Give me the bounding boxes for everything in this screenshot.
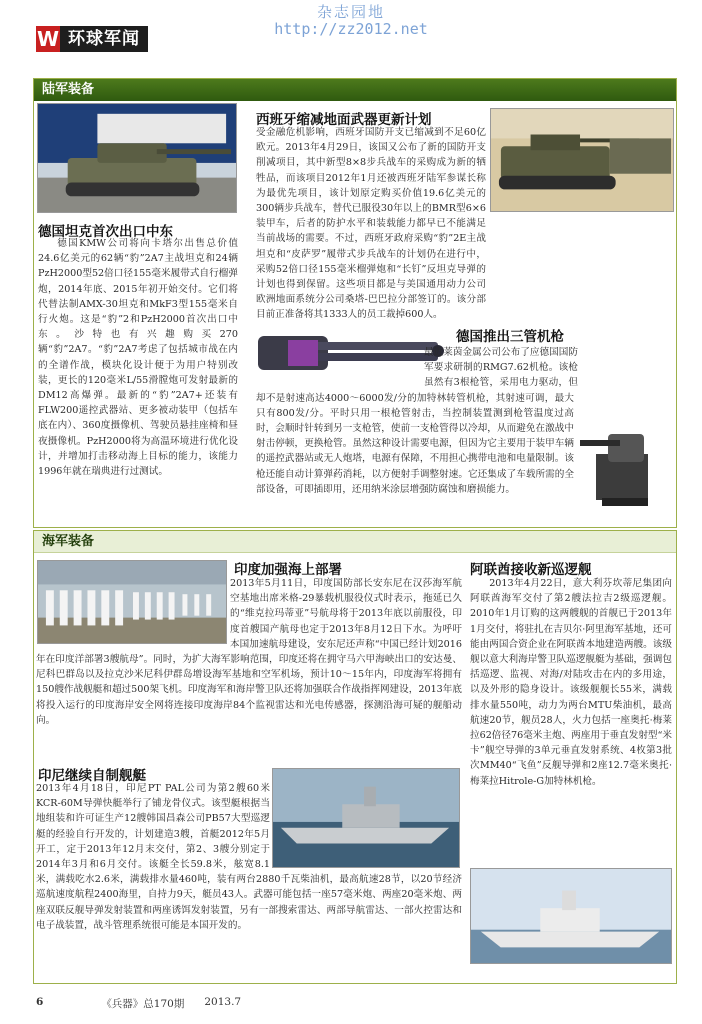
section-navy-heading: 海军装备 <box>34 531 676 553</box>
article-body-spain-continued <box>256 212 674 317</box>
float-spacer-gatling-left <box>256 345 424 385</box>
float-spacer-gatling-top <box>578 345 674 395</box>
article-title-gatling: 德国推出三管机枪 <box>456 329 564 345</box>
publication-date: 2013.7 <box>204 996 242 1008</box>
photo-leopard-tank <box>37 103 237 213</box>
photo-spanish-vehicles <box>490 108 674 212</box>
masthead <box>36 26 148 52</box>
page-footer <box>36 996 241 1011</box>
article-body-uae: 2013年4月22日，意大利芬坎蒂尼集团向阿联酋海军交付了第2艘法拉吉2级巡逻舰。2010年1月订购的这两艘舰的首舰已于2013年1月交付，将驻扎在吉贝尔·阿里海军基地，还可能由两国合资企业在阿联酋本地建造两艘。该级舰以意大利海岸警卫队巡逻舰艇为基础，强调包括巡逻、监视、对海/对陆攻击在内的多用途，以及外形的隐身设计。该级舰舰长55米，满载排水量550吨，动力为两台MTU柴油机，最高航速20节，舰员28人，火力包括一座奥托·梅莱拉62倍径76毫米主炮、两座用于垂直发射型“米卡”舰空导弹的3单元垂直发射系统、4枚第3批次MM40“飞鱼”反舰导弹和2座12.7毫米奥托·梅莱拉Hitrole-G加特林机枪。 <box>470 578 673 787</box>
article-body-indonesia: 2013年4月18日，印尼PT PAL公司为第2艘60米KCR-60M导弹快艇举行了铺龙骨仪式。该型艇根据当地组装和许可证生产12艘韩国昌森公司PB57大型巡逻艇的经验自行开发的，计划建造3艘，首艇2012年5月开工，定于2013年12月末交付，第2、3艘分别定于2014年3月和6月交付。该艇全长59.8米，舷宽8.1米，满载吃水2.6米，满载排水量460吨，装有两台2880千瓦柴油机，最高航速28节，以20节经济巡航速度航程2400海里，自持力9天，艇员43人。武器可能包括一座57毫米炮、两座20毫米炮、两座双联反舰导弹发射装置和两座诱饵发射装置，另有一部搜索雷达、两部导航雷达、一部火控雷达和电子战装置，战斗管理系统很可能是本国开发的。 <box>36 783 462 931</box>
article-title-german-tank: 德国坦克首次出口中东 <box>38 224 173 240</box>
watermark-url: http://zz2012.net <box>274 19 428 38</box>
publication-issue: 《兵器》总170期 <box>101 998 185 1010</box>
article-body-spain-top <box>256 125 486 321</box>
masthead-title: 环球军闻 <box>60 26 148 52</box>
photo-weapon-station <box>576 414 674 510</box>
article-title-india: 印度加强海上部署 <box>234 562 342 578</box>
article-body-spain: 受金融危机影响，西班牙国防开支已缩减到不足60亿欧元。2013年4月29日，该国又公布了新的国防开支削减项目，其中新型8×8步兵战车的采购成为新的牺牲品，而该项目2012年1月还被西班牙陆军参谋长称为最优先项目，该计划原定购买价值19.6亿美元的300辆步兵战车，替代已服役30年以上的BMR型6×6装甲车，后者的防护水平和装载能力都早已不能满足当前战场的需要。不过，西班牙政府采购“豹”2E主战坦克和“皮萨罗”履带式步兵战车的计划仍在进行中，采购52倍口径155毫米榴弹炮和“长钉”反坦克导弹的计划也得到保留。这些项目都是与美国通用动力公司欧洲地面系统分公司桑塔-巴巴拉分部签订的。该分部目前正准备将其1333人的员工裁掉600人。 <box>256 127 486 321</box>
section-army-heading: 陆军装备 <box>34 79 676 101</box>
article-body-india: 2013年5月11日，印度国防部长安东尼在汉莎海军航空基地出席米格-29暴载机服役仪式时表示，拖延已久的“维克拉玛蒂亚”号航母将于2013年底以前服役，印度首艘国产航母也定于2013年8月12日下水。为呼吁本国加速航母建设，安东尼还声称“中国已经计划2016年在印度洋部署3艘航母”。同时，为扩大海军影响范围，印度还将在拥守马六甲海峡出口的安达曼、尼科巴群岛以及拉克沙米尼科伊群岛增设海军基地和空军机场，预计10～15年内，印度海军将拥有150艘作战舰艇和超过500架飞机。印度海军和海岸警卫队还将加强联合作战指挥网建设，2013年底将投入运行的印度海岸安全网将连接印度海岸84个监视雷达和光电传感器，探测沿海可疑的舰船动向。 <box>36 578 462 726</box>
page-number: 6 <box>36 996 44 1008</box>
article-body-german-tank: 德国KMW公司将向卡塔尔出售总价值24.6亿美元的62辆“豹”2A7主战坦克和24辆PzH2000型52倍口径155毫米履带式自行榴弹炮，2014年底、2015年初开始交付。它们将代替法制AMX-30坦克和MkF3型155毫米自行火炮。这是“豹”2和PzH2000首次出口中东。沙特也有兴趣购买270辆“豹”2A7。“豹”2A7考虑了包括城市战在内的全谱作战，模块化设计便于为用户特别改装，更长的120毫米L/55滑膛炮可发射最新的DM12高爆弹。最新的“豹”2A7+还装有FLW200遥控武器站、更多被动装甲（包括车底在内）、360度摄像机、驾驶员悬挂座椅和昼夜摄像机。PzH2000将为高温环境进行优化设计，并增加打击移动海上目标的能力，该能力1996年就在瑞典进行过测试。 <box>38 238 238 478</box>
masthead-logo-letter: W <box>36 27 60 51</box>
article-body-india-wrap <box>36 576 462 756</box>
article-body-gatling: 最近莱茵金属公司公布了应德国国防军要求研制的RMG7.62机枪。该枪虽然有3根枪管，采用电力驱动，但却不是射速高达4000～6000发/分的加特林转管机枪，其射速可调，最大只有800发/分。平时只用一根枪管射击，当控制装置测到枪管温度过高时，会顺时针转到另一支枪管，使前一支枪管得以冷却，从而避免在激战中射击停顿，更换枪管。虽然这种设计需要电源，但因为它主要用于装甲车辆的遥控武器站或无人炮塔，电源有保障，不用担心携带电池和电量限制。该枪还能自动计算弹药消耗，以方便射手调整射速。它还集成了车载所需的全部设备，可即插即用，还用纳米涂层增强防腐蚀和磨损能力。 <box>256 347 578 495</box>
article-title-spain: 西班牙缩减地面武器更新计划 <box>256 112 432 128</box>
float-spacer-sailors <box>36 576 230 648</box>
article-title-uae: 阿联酋接收新巡逻舰 <box>470 562 592 578</box>
watermark-name: 杂志园地 <box>316 3 385 21</box>
article-title-indonesia: 印尼继续自制舰艇 <box>38 768 146 784</box>
float-spacer-boat <box>270 781 462 871</box>
photo-uae-patrol-ship <box>470 868 672 964</box>
article-body-indonesia-wrap <box>36 781 462 977</box>
